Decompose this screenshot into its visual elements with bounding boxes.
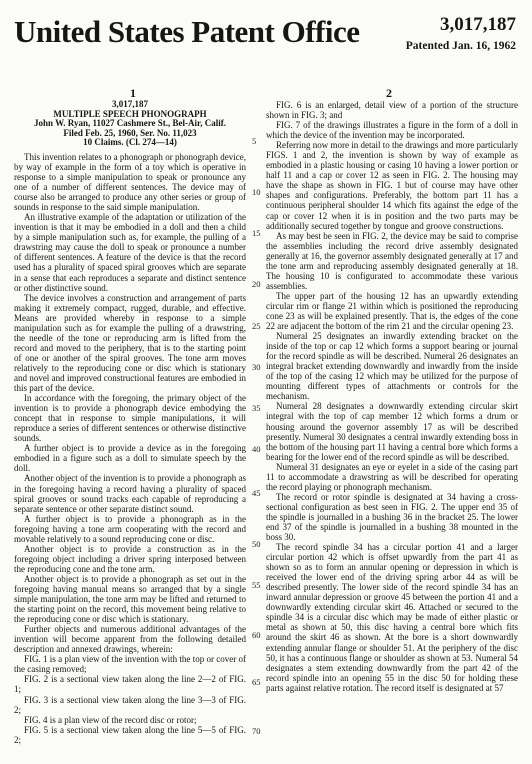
- figure-description: FIG. 7 of the drawings illustrates a figure in the form of a doll in which the device of the invention may be incorporated.: [266, 120, 518, 141]
- paragraph: Another object is to provide a phonograph as set out in the foregoing having manual means so arranged that by a single simple manipulation, the tone arm may be lifted and returned to the starting point on the record, this movement being relative to the reproducing cone or disc which is stationary.: [14, 573, 246, 625]
- caption-claims: 10 Claims. (Cl. 274—14): [83, 137, 177, 148]
- paragraph: Numeral 31 designates an eye or eyelet in a side of the casing part 11 to accommodate a drawstring as will be described for operating the record playing or phonograph mechanism.: [266, 461, 518, 492]
- paragraph: Numeral 25 designates an inwardly extending bracket on the inside of the top or cap 12 which forms a support bearing or journal for the record spindle as will be described. Numeral 26 designates an integral bracket extending downwardly and inwardly from the inside of the top of the casing 12 which may be utilized for the purpose of mounting different types of attachments or controls for the mechanism.: [266, 331, 518, 402]
- paragraph: A further object is to provide a device as in the foregoing embodied in a figure such as a doll to simulate speech by the doll.: [14, 443, 246, 474]
- line-number: 10: [252, 187, 261, 197]
- line-number: 40: [252, 444, 261, 454]
- line-number: 35: [252, 403, 261, 413]
- paragraph: A further object is to provide a phonograph as in the foregoing having a tone arm cooperating with the record and movable relatively to a sound reproducing cone or disc.: [14, 513, 246, 544]
- figure-description: FIG. 3 is a sectional view taken along the line 3—3 of FIG. 2;: [14, 694, 246, 715]
- line-number: 65: [252, 677, 261, 687]
- figure-description: FIG. 5 is a sectional view taken along the line 5—5 of FIG. 2;: [14, 724, 246, 745]
- line-number: 20: [252, 279, 261, 289]
- figure-description: FIG. 2 is a sectional view taken along the line 2—2 of FIG. 1;: [14, 674, 246, 695]
- paragraph: Further objects and numerous additional advantages of the invention will become apparent from the following detailed description and annexed drawings, wherein:: [14, 624, 246, 655]
- caption-filed: Filed Feb. 25, 1960, Ser. No. 11,023: [63, 127, 197, 138]
- caption-title: MULTIPLE SPEECH PHONOGRAPH: [53, 108, 207, 119]
- paragraph: As may best be seen in FIG. 2, the device may be said to comprise the assemblies including the record drive assembly designated generally at 16, the governor assembly designated generally at 17 and the tone arm and reproducing assembly designated generally at 18. The housing 10 is configurated to accommodate these various assemblies.: [266, 230, 518, 291]
- line-number: 5: [252, 136, 257, 146]
- column-1: [14, 100, 246, 745]
- paragraph: In accordance with the foregoing, the primary object of the invention is to provide a phonograph device embodying the concept that in response to simple manipulations, it will reproduce a series of different sentences or otherwise distinctive sounds.: [14, 393, 246, 444]
- paragraph: Another object is to provide a construction as in the foregoing object including a driver spring interposed between the reproducing cone and the tone arm.: [14, 543, 246, 574]
- figure-description: FIG. 6 is an enlarged, detail view of a portion of the structure shown in FIG. 3; and: [266, 100, 518, 121]
- office-title: United States Patent Office: [14, 14, 360, 49]
- line-number: 50: [252, 539, 261, 549]
- paragraph: Referring now more in detail to the drawings and more particularly FIGS. 1 and 2, the invention is shown by way of example as embodied in a plastic housing or casing 10 having a lower portion or half 11 and a cap or cover 12 as seen in FIG. 2. The housing may have the shape as shown in FIG. 1 but of course may have other shapes and configurations. Preferably, the bottom part 11 has a continuous peripheral shoulder 14 which fits against the edge of the cap or cover 12 when it is in position and the two parts may be additionally secured together by tongue and groove constructions.: [266, 140, 518, 231]
- line-number: 70: [252, 726, 261, 736]
- line-number: 25: [252, 321, 261, 331]
- line-number: 55: [252, 580, 261, 590]
- patented-date: Patented Jan. 16, 1962: [405, 40, 516, 52]
- paragraph: Numeral 28 designates a downwardly extending circular skirt integral with the top of cap member 12 which forms a drum or housing around the governor assembly 17 as will be described presently. Numeral 30 designates a central inwardly extending boss in the bottom of the housing part 11 having a central bore which forms a bearing for the lower end of the record spindle as will be described.: [266, 401, 518, 462]
- column-2: [266, 100, 518, 693]
- paragraph: Another object of the invention is to provide a phonograph as in the foregoing having a record having a plurality of spaced spiral grooves or sound tracks each capable of reproducing a separate sentence or other separate distinct sound.: [14, 473, 246, 514]
- caption-number: 3,017,187: [112, 99, 148, 109]
- paragraph: The record or rotor spindle is designated at 34 having a cross-sectional configuration as best seen in FIG. 2. The upper end 35 of the spindle is journalled in a bushing 36 in the bracket 25. The lower end 37 of the spindle is journalled in a bushing 38 mounted in the boss 30.: [266, 491, 518, 543]
- patent-number: 3,017,187: [440, 14, 516, 35]
- paragraph: This invention relates to a phonograph or phonograph device, by way of example in the form of a toy which is operative in response to a simple manipulation to speak or pronounce any one of a number of different sentences. The device may of course also be arranged to produce any other series or group of sounds in response to the said simple manipulation.: [14, 151, 246, 213]
- paragraph: An illustrative example of the adaptation or utilization of the invention is that it may be embodied in a doll and then a child by a simple manipulation such as, for example, the pulling of a drawstring may cause the doll to speak or pronounce a number of different sentences. A feature of the device is that the record used has a plurality of spaced spiral grooves which are separate in a sense that each reproduces a separate and distinct sentence or other distinctive sound.: [14, 212, 246, 293]
- line-number: 45: [252, 488, 261, 498]
- figure-description: FIG. 4 is a plan view of the record disc or rotor;: [24, 714, 197, 725]
- line-number: 15: [252, 228, 261, 238]
- paragraph: The device involves a construction and arrangement of parts making it extremely compact, rugged, durable, and effective. Means are provided whereby in response to a simple manipulation such as for example the pulling of a drawstring, the needle of the tone or reproducing arm is lifted from the record and moved to the periphery, that is to the starting point of one or another of the spiral grooves. The tone arm moves relatively to the reproducing cone or disc which is stationary and novel and improved constructional features are embodied in this part of the device.: [14, 292, 246, 394]
- paragraph: The upper part of the housing 12 has an upwardly extending circular rim or flange 21 within which is positioned the reproducing cone 23 as will be explained presently. That is, the edges of the cone 22 are adjacent the bottom of the rim 21 and the circular opening 23.: [266, 290, 518, 332]
- paragraph: The record spindle 34 has a circular portion 41 and a larger circular portion 42 which is offset upwardly from the part 41 as shown so as to form an annular opening or depression in which is received the lower end of the driving spring arbor 44 as will be described presently. The lower side of the record spindle 34 has an inward annular depression or groove 45 between the portion 41 and a downwardly extending circular skirt 46. Attached or secured to the spindle 34 is a circular disc which may be made of either plastic or metal as shown at 50, this disc having a central bore which fits around the skirt 46 as shown. At the bore is a short downwardly extending annular flange or shoulder 51. At the periphery of the disc 50, it has a continuous flange or shoulder as shown at 53. Numeral 54 designates a stem extending downwardly from the part 42 of the record spindle into an opening 55 in the disc 50 for holding these parts against relative rotation. The record itself is designated at 57: [266, 542, 518, 693]
- line-number: 30: [252, 362, 261, 372]
- caption-inventor: John W. Ryan, 11027 Cashmere St., Bel-Air, Calif.: [34, 118, 226, 129]
- caption-block: [14, 100, 246, 148]
- column-number-1: 1: [130, 86, 136, 100]
- line-number: 60: [252, 630, 261, 640]
- column-number-2: 2: [386, 86, 392, 100]
- figure-description: FIG. 1 is a plan view of the invention with the top or cover of the casing removed;: [14, 654, 246, 675]
